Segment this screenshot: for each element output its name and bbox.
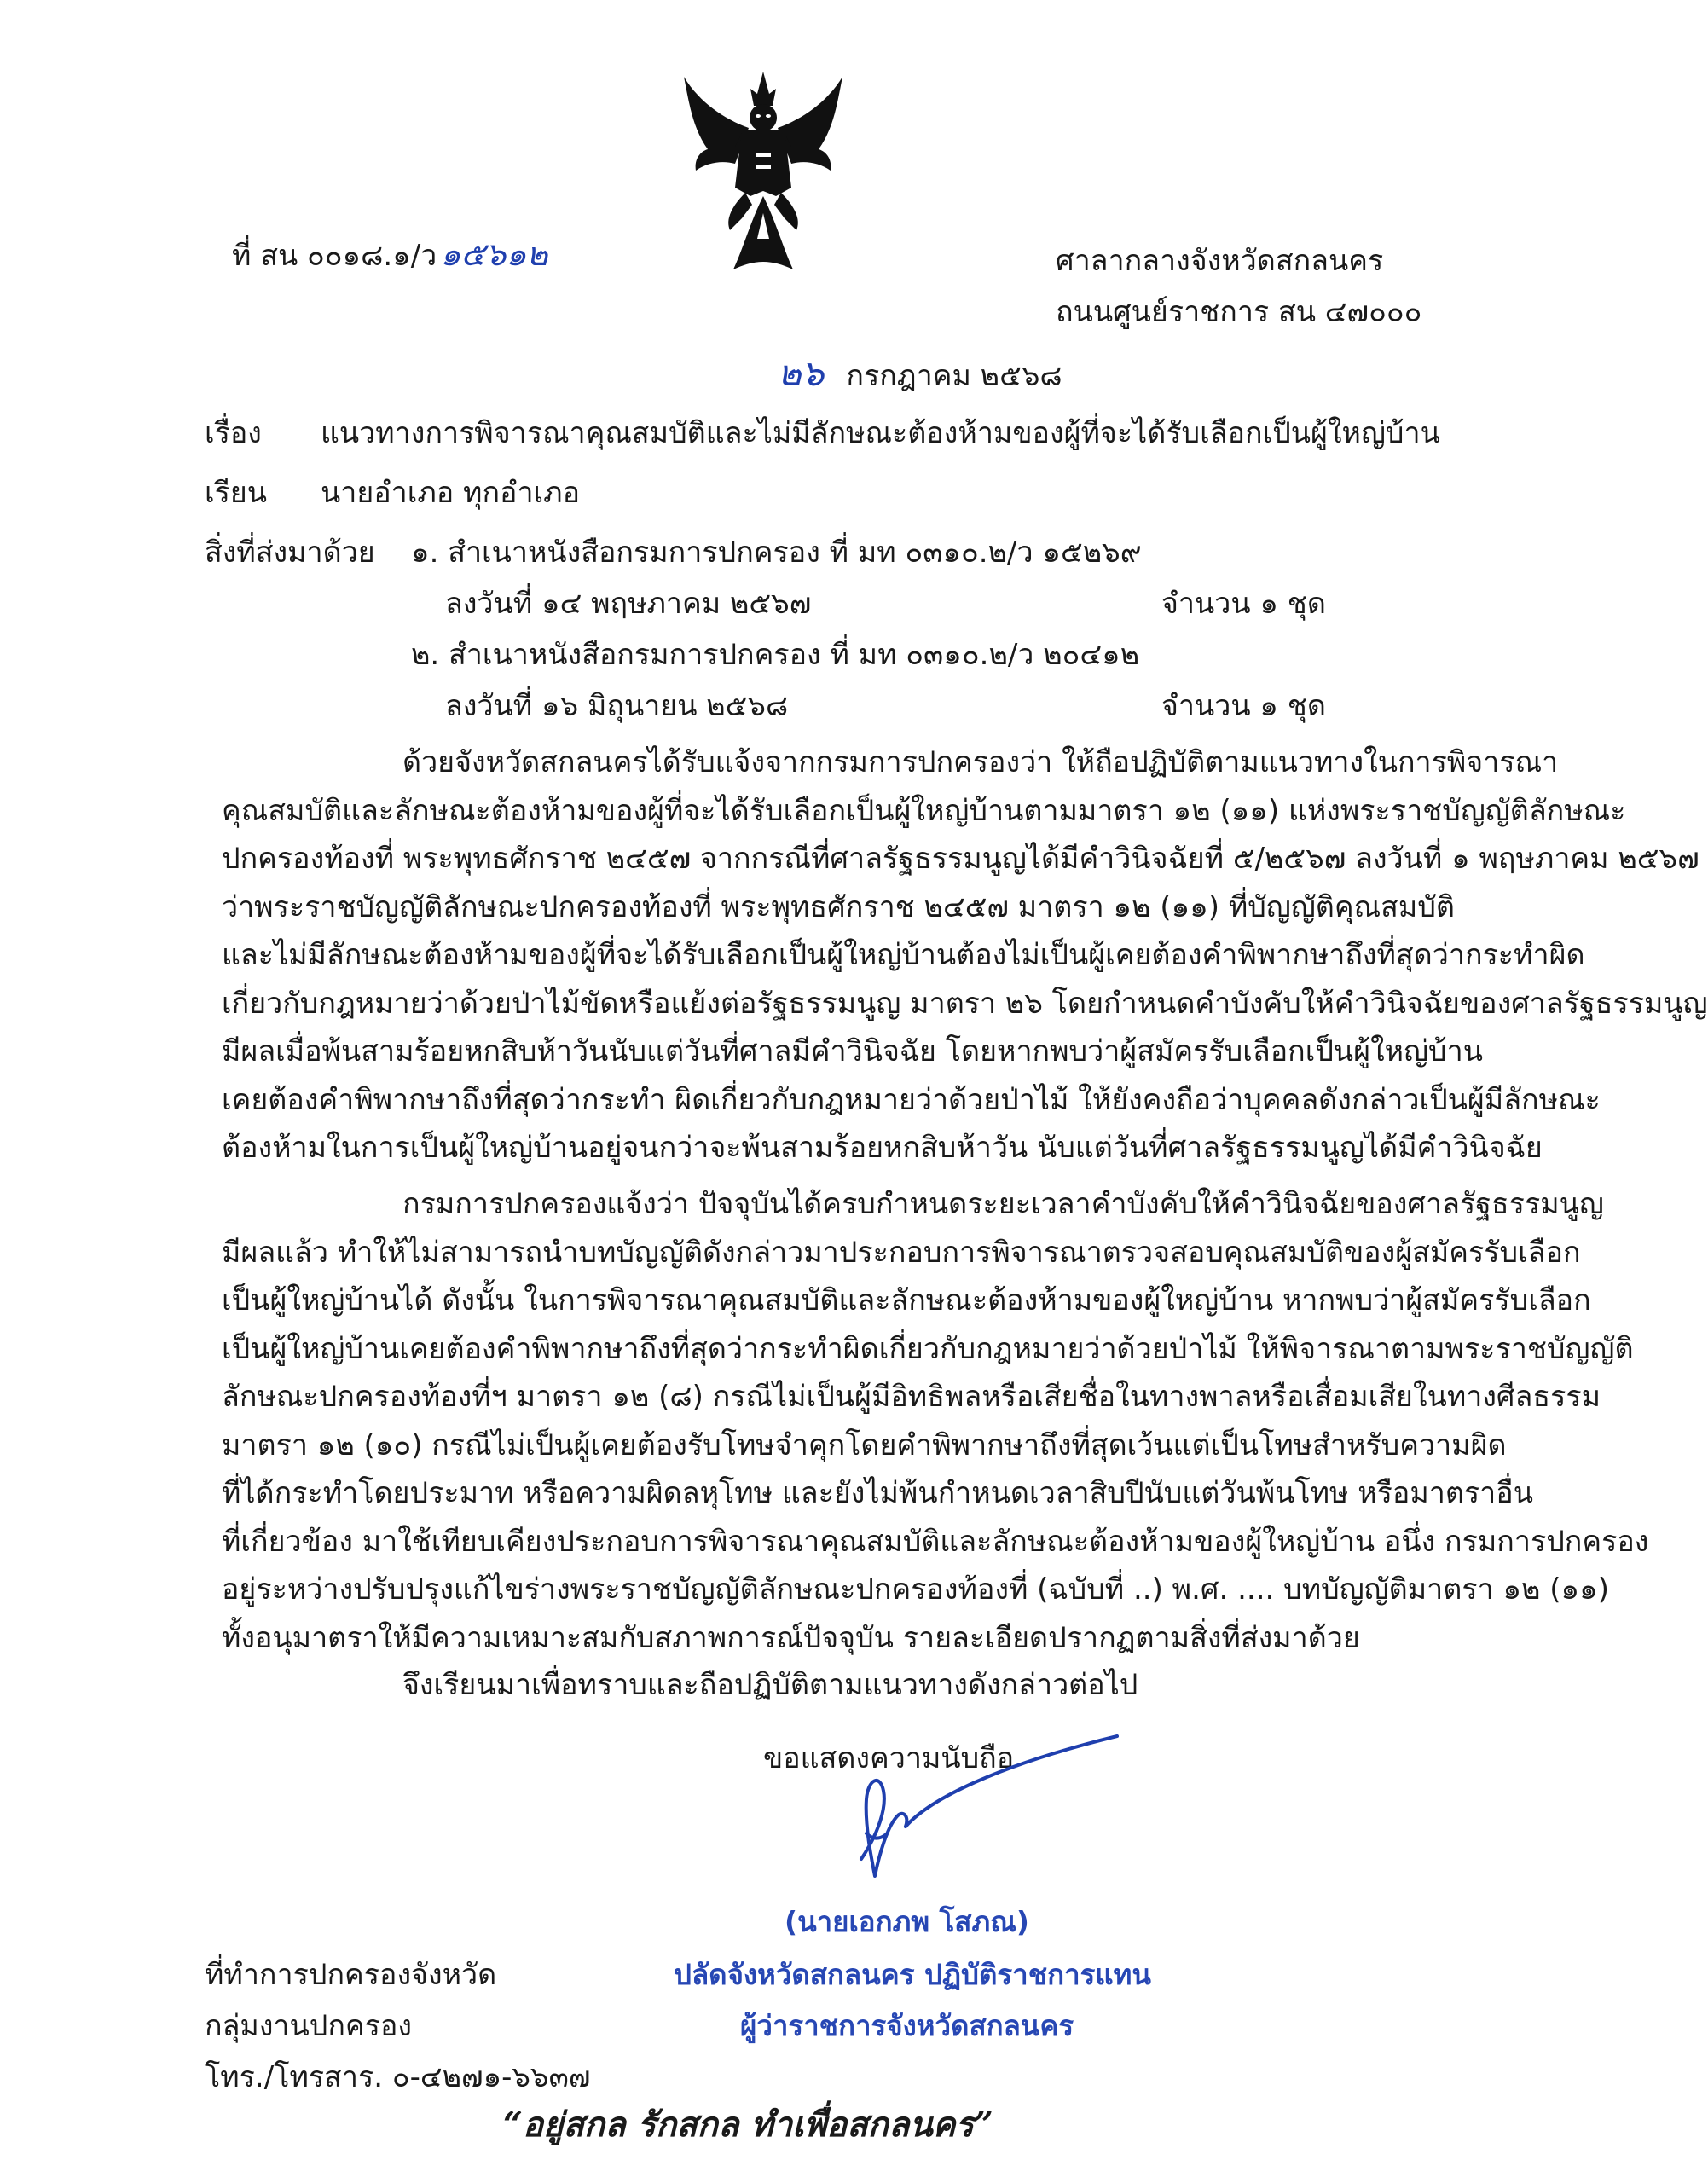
date-month-year: กรกฎาคม ๒๕๖๘ bbox=[846, 359, 1062, 393]
signer-title-2: ผู้ว่าราชการจังหวัดสกลนคร bbox=[740, 2009, 1074, 2042]
date-day-handwritten: ๒๖ bbox=[778, 352, 825, 394]
office-address-line1: ศาลากลางจังหวัดสกลนคร bbox=[1056, 244, 1384, 278]
body-paragraph-2 bbox=[222, 1180, 1649, 1662]
enclosure-item-2-qty: จำนวน ๑ ชุด bbox=[1161, 689, 1326, 723]
addressee-text: นายอำเภอ ทุกอำเภอ bbox=[321, 476, 580, 510]
body-line: ปกครองท้องที่ พระพุทธศักราช ๒๔๕๗ จากกรณีที่ศาลรัฐธรรมนูญได้มีคำวินิจฉัยที่ ๕/๒๕๖๗ ลงวันที่ ๑ พฤษภาคม ๒๕๖๗ bbox=[222, 842, 1699, 876]
enclosures-label: สิ่งที่ส่งมาด้วย bbox=[205, 536, 375, 570]
enclosure-item-1-qty: จำนวน ๑ ชุด bbox=[1161, 587, 1326, 621]
footer-department-2: กลุ่มงานปกครอง bbox=[205, 2009, 412, 2043]
reference-number bbox=[232, 232, 547, 278]
body-line: ว่าพระราชบัญญัติลักษณะปกครองท้องที่ พระพุทธศักราช ๒๔๕๗ มาตรา ๑๒ (๑๑) ที่บัญญัติคุณสมบัติ bbox=[222, 889, 1455, 924]
reference-handwritten-number: ๑๕๖๑๒ bbox=[440, 235, 548, 273]
body-line: ต้องห้ามในการเป็นผู้ใหญ่บ้านอยู่จนกว่าจะพ้นสามร้อยหกสิบห้าวัน นับแต่วันที่ศาลรัฐธรรมนูญได้มีคำวินิจฉัย bbox=[222, 1131, 1543, 1165]
enclosure-item-2-line2: ลงวันที่ ๑๖ มิถุนายน ๒๕๖๘ bbox=[445, 689, 789, 723]
body-line: ทั้งอนุมาตราให้มีความเหมาะสมกับสภาพการณ์ปัจจุบัน รายละเอียดปรากฏตามสิ่งที่ส่งมาด้วย bbox=[222, 1620, 1360, 1655]
garuda-emblem bbox=[674, 68, 853, 273]
body-line: คุณสมบัติและลักษณะต้องห้ามของผู้ที่จะได้รับเลือกเป็นผู้ใหญ่บ้านตามมาตรา ๑๒ (๑๑) แห่งพระราชบัญญัติลักษณะ bbox=[222, 793, 1626, 828]
provincial-motto: “อยู่สกล รักสกล ทำเพื่อสกลนคร” bbox=[503, 2105, 993, 2145]
body-paragraph-3: จึงเรียนมาเพื่อทราบและถือปฏิบัติตามแนวทางดังกล่าวต่อไป bbox=[402, 1668, 1138, 1702]
letter-date bbox=[778, 351, 1062, 398]
signature-icon bbox=[827, 1731, 1134, 1902]
office-address-line2: ถนนศูนย์ราชการ สน ๔๗๐๐๐ bbox=[1056, 295, 1422, 329]
signer-name: (นายเอกภพ โสภณ) bbox=[785, 1905, 1029, 1938]
body-line: มาตรา ๑๒ (๑๐) กรณีไม่เป็นผู้เคยต้องรับโทษจำคุกโดยคำพิพากษาถึงที่สุดเว้นแต่เป็นโทษสำหรับความผิด bbox=[222, 1427, 1507, 1462]
body-line: ที่ได้กระทำโดยประมาท หรือความผิดลหุโทษ และยังไม่พ้นกำหนดเวลาสิบปีนับแต่วันพ้นโทษ หรือมาตราอื่น bbox=[222, 1476, 1533, 1510]
body-line: กรมการปกครองแจ้งว่า ปัจจุบันได้ครบกำหนดระยะเวลาคำบังคับให้คำวินิจฉัยของศาลรัฐธรรมนูญ bbox=[402, 1187, 1604, 1221]
body-paragraph-1 bbox=[222, 738, 1708, 1173]
body-line: ลักษณะปกครองท้องที่ฯ มาตรา ๑๒ (๘) กรณีไม่เป็นผู้มีอิทธิพลหรือเสียชื่อในทางพาลหรือเสื่อมเสียในทางศีลธรรม bbox=[222, 1380, 1601, 1414]
enclosure-item-1-line1: ๑. สำเนาหนังสือกรมการปกครอง ที่ มท ๐๓๑๐.๒/ว ๑๕๒๖๙ bbox=[411, 536, 1142, 570]
signer-title-1: ปลัดจังหวัดสกลนคร ปฏิบัติราชการแทน bbox=[674, 1958, 1151, 1991]
body-line: อยู่ระหว่างปรับปรุงแก้ไขร่างพระราชบัญญัติลักษณะปกครองท้องที่ (ฉบับที่ ..) พ.ศ. .... บทบัญญัติมาตรา ๑๒ (๑๑) bbox=[222, 1572, 1609, 1607]
closing-salutation: ขอแสดงความนับถือ bbox=[763, 1741, 1015, 1775]
footer-department-1: ที่ทำการปกครองจังหวัด bbox=[205, 1958, 497, 1992]
enclosure-item-1-line2: ลงวันที่ ๑๔ พฤษภาคม ๒๕๖๗ bbox=[445, 587, 812, 621]
body-line: เป็นผู้ใหญ่บ้านเคยต้องคำพิพากษาถึงที่สุดว่ากระทำผิดเกี่ยวกับกฎหมายว่าด้วยป่าไม้ ให้พิจารณาตามพระราชบัญญัติ bbox=[222, 1331, 1634, 1366]
body-line: ด้วยจังหวัดสกลนครได้รับแจ้งจากกรมการปกครองว่า ให้ถือปฏิบัติตามแนวทางในการพิจารณา bbox=[402, 745, 1559, 779]
addressee-label: เรียน bbox=[205, 476, 268, 510]
body-line: ที่เกี่ยวข้อง มาใช้เทียบเคียงประกอบการพิจารณาคุณสมบัติและลักษณะต้องห้ามของผู้ใหญ่บ้าน อนึ่ง กรมการปกครอง bbox=[222, 1524, 1649, 1559]
body-line: เป็นผู้ใหญ่บ้านได้ ดังนั้น ในการพิจารณาคุณสมบัติและลักษณะต้องห้ามของผู้ใหญ่บ้าน หากพบว่าผู้สมัครรับเลือก bbox=[222, 1283, 1591, 1317]
footer-phone: โทร./โทรสาร. ๐-๔๒๗๑-๖๖๓๗ bbox=[205, 2060, 591, 2094]
body-line: และไม่มีลักษณะต้องห้ามของผู้ที่จะได้รับเลือกเป็นผู้ใหญ่บ้านต้องไม่เป็นผู้เคยต้องคำพิพากษาถึงที่สุดว่ากระทำผิด bbox=[222, 938, 1585, 972]
subject-label: เรื่อง bbox=[205, 416, 262, 450]
body-line: มีผลแล้ว ทำให้ไม่สามารถนำบทบัญญัติดังกล่าวมาประกอบการพิจารณาตรวจสอบคุณสมบัติของผู้สมัครรับเลือก bbox=[222, 1235, 1581, 1270]
garuda-emblem-icon bbox=[674, 68, 853, 273]
handwritten-signature bbox=[827, 1731, 1134, 1902]
subject-text: แนวทางการพิจารณาคุณสมบัติและไม่มีลักษณะต้องห้ามของผู้ที่จะได้รับเลือกเป็นผู้ใหญ่บ้าน bbox=[321, 416, 1440, 450]
body-line: มีผลเมื่อพ้นสามร้อยหกสิบห้าวันนับแต่วันที่ศาลมีคำวินิจฉัย โดยหากพบว่าผู้สมัครรับเลือกเป็นผู้ใหญ่บ้าน bbox=[222, 1034, 1483, 1068]
enclosure-item-2-line1: ๒. สำเนาหนังสือกรมการปกครอง ที่ มท ๐๓๑๐.๒/ว ๒๐๔๑๒ bbox=[411, 638, 1140, 672]
reference-prefix: ที่ สน ๐๐๑๘.๑/ว bbox=[232, 239, 437, 273]
body-line: เคยต้องคำพิพากษาถึงที่สุดว่ากระทำ ผิดเกี่ยวกับกฎหมายว่าด้วยป่าไม้ ให้ยังคงถือว่าบุคคลดังกล่าวเป็นผู้มีลักษณะ bbox=[222, 1082, 1601, 1117]
body-line: เกี่ยวกับกฎหมายว่าด้วยป่าไม้ขัดหรือแย้งต่อรัฐธรรมนูญ มาตรา ๒๖ โดยกำหนดคำบังคับให้คำวินิจฉัยของศาลรัฐธรรมนูญ bbox=[222, 986, 1708, 1021]
